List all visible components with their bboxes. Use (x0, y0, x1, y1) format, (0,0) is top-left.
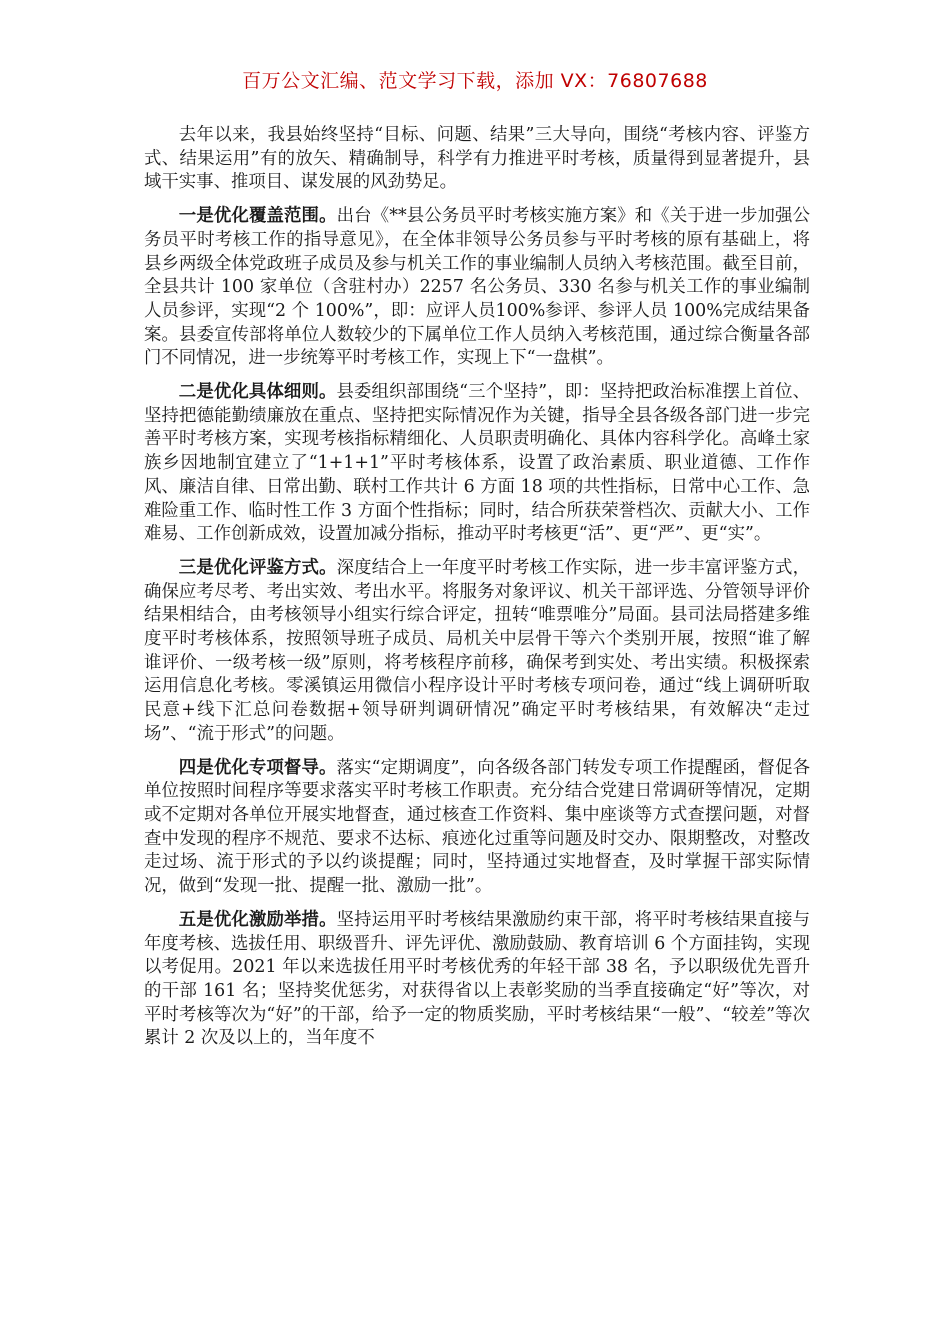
section-paragraph-2 (144, 381, 810, 547)
section-text-4: 落实“定期调度”，向各级各部门转发专项工作提醒函，督促各单位按照时间程序等要求落实平时考核工作职责。充分结合党建日常调研等情况，定期或不定期对各单位开展实地督查，通过核查工作资料、集中座谈等方式查摆问题，对督查中发现的程序不规范、要求不达标、痕迹化过重等问题及时交办、限期整改，对整改走过场、流于形式的予以约谈提醒；同时，坚持通过实地督查，及时掌握干部实际情况，做到“发现一批、提醒一批、激励一批”。 (144, 757, 810, 897)
section-lead-5: 五是优化激励举措。 (178, 909, 337, 930)
section-text-2: 县委组织部围绕“三个坚持”，即：坚持把政治标准摆上首位、坚持把德能勤绩廉放在重点、坚持把实际情况作为关键，指导全县各级各部门进一步完善平时考核方案，实现考核指标精细化、人员职责明确化、具体内容科学化。高峰土家族乡因地制宜建立了“1+1+1”平时考核体系，设置了政治素质、职业道德、工作作风、廉洁自律、日常出勤、联村工作共计 6 方面 18 项的共性指标，日常中心工作、急难险重工作、临时性工作 3 方面个性指标；同时，结合所获荣誉档次、贡献大小、工作难易、工作创新成效，设置加减分指标，推动平时考核更“活”、更“严”、更“实”。 (144, 382, 810, 545)
section-paragraph-4 (144, 757, 810, 899)
section-paragraph-1 (144, 205, 810, 371)
section-text-1: 出台《**县公务员平时考核实施方案》和《关于进一步加强公务员平时考核工作的指导意见》，在全体非领导公务员参与平时考核的原有基础上，将县乡两级全体党政班子成员及参与机关工作的事业编制人员纳入考核范围。截至目前，全县共计 100 家单位（含驻村办）2257 名公务员、330 名参与机关工作的事业编制人员参评，实现“2 个 100%”，即：应评人员100%参评、参评人员 100%完成结果备案。县委宣传部将单位人数较少的下属单位工作人员纳入考核范围，通过综合衡量各部门不同情况，进一步统筹平时考核工作，实现上下“一盘棋”。 (144, 206, 810, 369)
section-paragraph-5 (144, 909, 810, 1051)
document-body (144, 124, 810, 1061)
section-lead-3: 三是优化评鉴方式。 (178, 557, 337, 578)
section-text-3: 深度结合上一年度平时考核工作实际，进一步丰富评鉴方式，确保应考尽考、考出实效、考出水平。将服务对象评议、机关干部评选、分管领导评价结果相结合，由考核领导小组实行综合评定，扭转“唯票唯分”局面。县司法局搭建多维度平时考核体系，按照领导班子成员、局机关中层骨干等六个类别开展，按照“谁了解谁评价、一级考核一级”原则，将考核程序前移，确保考到实处、考出实绩。积极探索运用信息化考核。零溪镇运用微信小程序设计平时考核专项问卷，通过“线上调研听取民意+线下汇总问卷数据+领导研判调研情况”确定平时考核结果，有效解决“走过场”、“流于形式”的问题。 (144, 557, 810, 744)
section-lead-2: 二是优化具体细则。 (178, 382, 337, 403)
section-lead-1: 一是优化覆盖范围。 (178, 206, 337, 227)
section-paragraph-3 (144, 557, 810, 747)
section-lead-4: 四是优化专项督导。 (178, 757, 337, 778)
intro-paragraph: 去年以来，我县始终坚持“目标、问题、结果”三大导向，围绕“考核内容、评鉴方式、结果运用”有的放矢、精确制导，科学有力推进平时考核，质量得到显著提升，县域干实事、推项目、谋发展的风劲势足。 (144, 125, 810, 193)
section-text-5: 坚持运用平时考核结果激励约束干部，将平时考核结果直接与年度考核、选拔任用、职级晋升、评先评优、激励鼓励、教育培训 6 个方面挂钩，实现以考促用。2021 年以来选拔任用平时考核优秀的年轻干部 38 名，予以职级优先晋升的干部 161 名；坚持奖优惩劣，对获得省以上表彰奖励的当季直接确定“好”等次，对平时考核等次为“好”的干部，给予一定的物质奖励，平时考核结果“一般”、“较差”等次累计 2 次及以上的，当年度不 (144, 909, 810, 1049)
header-banner: 百万公文汇编、范文学习下载，添加 VX：76807688 (242, 70, 708, 92)
